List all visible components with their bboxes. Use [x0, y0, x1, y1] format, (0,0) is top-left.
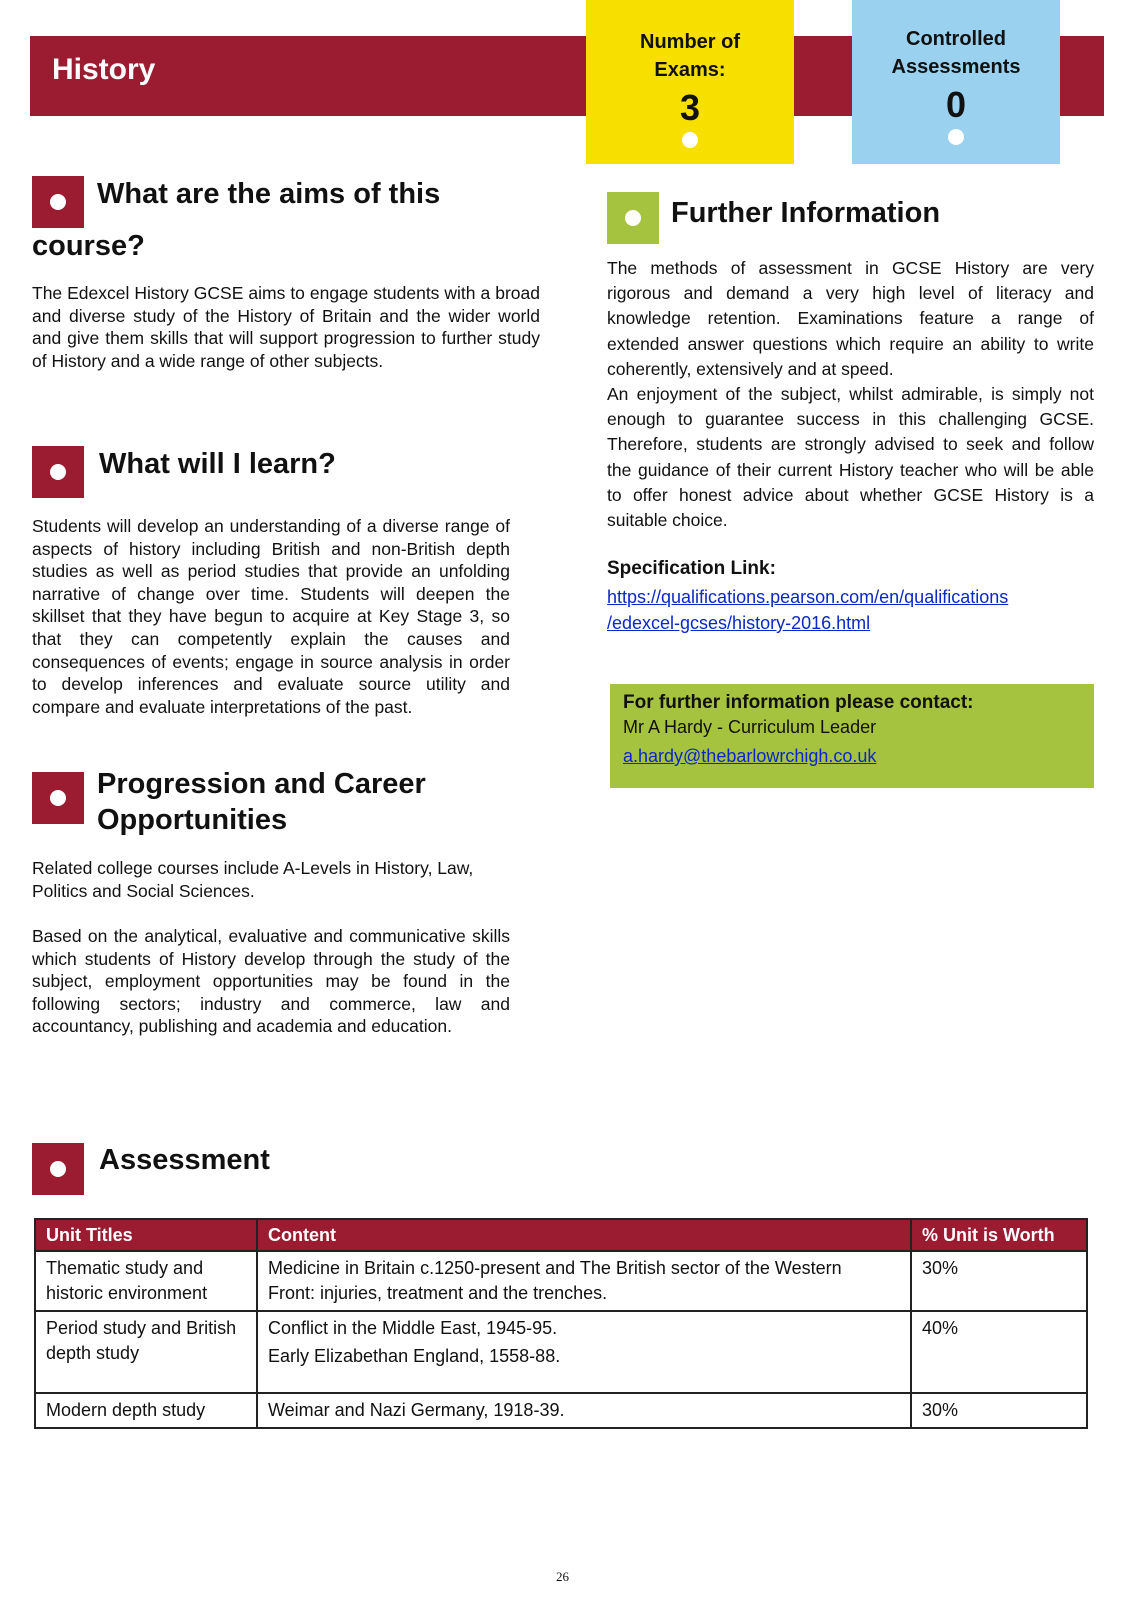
dot-icon [682, 132, 698, 148]
dot-icon [948, 129, 964, 145]
aims-body: The Edexcel History GCSE aims to engage students with a broad and diverse study of the History of Britain and the wider world and give them skills that will support progression to further study of History and a wide range of other subjects. [32, 283, 540, 371]
progression-body-1: Related college courses include A-Levels in History, Law, Politics and Social Sciences. [32, 858, 474, 901]
content-line: Medicine in Britain c.1250-present and The British sector of the Western [268, 1258, 842, 1278]
unit-line: Modern depth study [46, 1400, 206, 1420]
exams-label-line-2: Exams: [654, 59, 726, 81]
content-cell [257, 1311, 911, 1393]
bullet-square-icon [32, 176, 84, 228]
content-cell [257, 1251, 911, 1311]
worth-cell: 30% [911, 1393, 1087, 1428]
table-row [35, 1251, 1087, 1311]
contact-box [610, 684, 1094, 788]
column-header: Content [257, 1219, 911, 1251]
unit-cell [35, 1393, 257, 1428]
spec-link-block [607, 584, 1008, 636]
unit-line: Thematic study and [46, 1258, 204, 1278]
contact-email-link[interactable]: a.hardy@thebarlowrchigh.co.uk [623, 746, 877, 766]
bullet-square-icon [32, 772, 84, 824]
learn-heading: What will I learn? [99, 448, 336, 480]
worth-cell: 30% [911, 1251, 1087, 1311]
bullet-square-icon [32, 446, 84, 498]
unit-line: depth study [46, 1343, 140, 1363]
progression-heading [97, 766, 426, 838]
spec-link-line-2: /edexcel-gcses/history-2016.html [607, 613, 871, 633]
column-header: % Unit is Worth [911, 1219, 1087, 1251]
progression-heading-line-1: Progression and Career [97, 768, 426, 800]
unit-line: Period study and British [46, 1318, 237, 1338]
exams-label [586, 0, 794, 84]
ca-label-line-1: Controlled [906, 28, 1006, 50]
unit-line: historic environment [46, 1283, 208, 1303]
learn-body: Students will develop an understanding of a diverse range of aspects of history including British and non-British depth studies as well as period studies that provide an unfolding narrative of change over time. Students will deepen the skillset that they have begun to acquire at Key Stage 3, so that they can competently explain the causes and consequences of events; engage in source analysis in order to develop inferences and evaluate source utility and compare and evaluate interpretations of the past. [32, 516, 510, 717]
progression-body-2: Based on the analytical, evaluative and communicative skills which students of History develop through the study of the subject, employment opportunities may be found in the following sectors; industry and commerce, law and accountancy, publishing and academia and education. [32, 926, 510, 1037]
further-heading: Further Information [671, 197, 941, 229]
table-row [35, 1311, 1087, 1393]
table-header-row [35, 1219, 1087, 1251]
content-line: Weimar and Nazi Germany, 1918-39. [268, 1400, 565, 1420]
contact-name: Mr A Hardy - Curriculum Leader [623, 717, 877, 737]
ca-label-line-2: Assessments [891, 56, 1021, 78]
page-title: History [52, 53, 156, 86]
bullet-square-icon [607, 192, 659, 244]
aims-heading-cont: course? [32, 230, 145, 262]
content-cell [257, 1393, 911, 1428]
exams-label-line-1: Number of [640, 31, 740, 53]
further-body-1: The methods of assessment in GCSE History are very rigorous and demand a very high level of literacy and knowledge retention. Examinations feature a range of extended answer questions which require an ability to write coherently, extensively and at speed. [607, 258, 1094, 379]
unit-cell [35, 1251, 257, 1311]
assessment-heading: Assessment [99, 1144, 270, 1176]
worth-cell: 40% [911, 1311, 1087, 1393]
spec-link[interactable] [607, 584, 1008, 636]
bullet-square-icon [32, 1143, 84, 1195]
content-line: Front: injuries, treatment and the trenches. [268, 1283, 608, 1303]
aims-heading: What are the aims of this [97, 178, 441, 210]
progression-heading-line-2: Opportunities [97, 804, 288, 836]
content-line: Early Elizabethan England, 1558-88. [268, 1346, 561, 1366]
content-line: Conflict in the Middle East, 1945-95. [268, 1318, 558, 1338]
exams-value: 3 [679, 87, 701, 128]
column-header: Unit Titles [35, 1219, 257, 1251]
controlled-assessments-box [852, 0, 1060, 164]
further-body-2: An enjoyment of the subject, whilst admirable, is simply not enough to guarantee success in this challenging GCSE. Therefore, students are strongly advised to seek and follow the guidance of their current History teacher who will be able to offer honest advice about whether GCSE History is a suitable choice. [607, 384, 1094, 531]
table-row [35, 1393, 1087, 1428]
exams-count-box [586, 0, 794, 164]
spec-link-label: Specification Link: [607, 558, 776, 579]
page-number: 26 [556, 1569, 569, 1584]
unit-cell [35, 1311, 257, 1393]
contact-title: For further information please contact: [623, 692, 974, 713]
assessment-table [34, 1218, 1088, 1429]
spec-link-line-1: https://qualifications.pearson.com/en/qualifications [607, 587, 1009, 607]
ca-label [852, 0, 1060, 81]
ca-value: 0 [945, 84, 967, 125]
